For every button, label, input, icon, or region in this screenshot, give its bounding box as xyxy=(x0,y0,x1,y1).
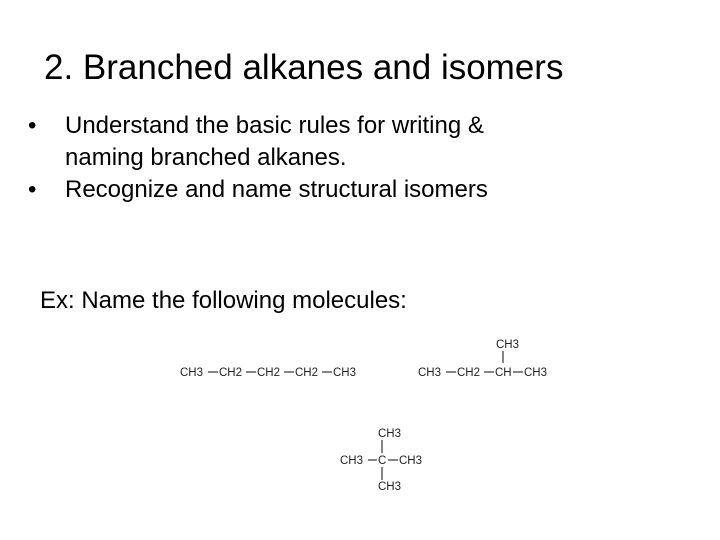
molecule-linear-diagram xyxy=(180,360,370,384)
group-ch3: CH3 xyxy=(333,367,357,379)
molecule-branched xyxy=(418,336,568,389)
group-ch3: CH3 xyxy=(180,367,204,379)
group-ch3-bottom: CH3 xyxy=(378,481,402,493)
atom-c-center: C xyxy=(378,455,387,467)
group-ch3-left: CH3 xyxy=(340,455,364,467)
group-ch3: CH3 xyxy=(524,367,548,379)
group-ch: CH xyxy=(495,367,512,379)
group-ch3-top: CH3 xyxy=(378,428,402,440)
group-ch3-right: CH3 xyxy=(399,455,423,467)
bullet-text-line: Understand the basic rules for writing & xyxy=(65,112,484,139)
bullet-list xyxy=(28,110,688,206)
molecule-linear xyxy=(180,360,370,389)
slide-title: 2. Branched alkanes and isomers xyxy=(44,48,564,87)
molecule-branched-diagram xyxy=(418,336,568,384)
bullet-marker: • xyxy=(28,112,37,139)
bullet-item-1 xyxy=(28,110,688,174)
bullet-marker: • xyxy=(28,176,37,203)
group-ch2: CH2 xyxy=(457,367,481,379)
group-ch3: CH3 xyxy=(418,367,442,379)
group-ch2: CH2 xyxy=(295,367,319,379)
example-prompt: Ex: Name the following molecules: xyxy=(40,287,407,314)
group-ch3-top: CH3 xyxy=(496,339,520,351)
group-ch2: CH2 xyxy=(219,367,243,379)
molecule-neo-diagram xyxy=(338,424,438,494)
bullet-text-line: naming branched alkanes. xyxy=(65,144,347,171)
group-ch2: CH2 xyxy=(257,367,281,379)
bullet-item-2 xyxy=(28,174,688,206)
molecule-neo xyxy=(338,424,438,499)
bullet-text-line: Recognize and name structural isomers xyxy=(65,176,488,203)
